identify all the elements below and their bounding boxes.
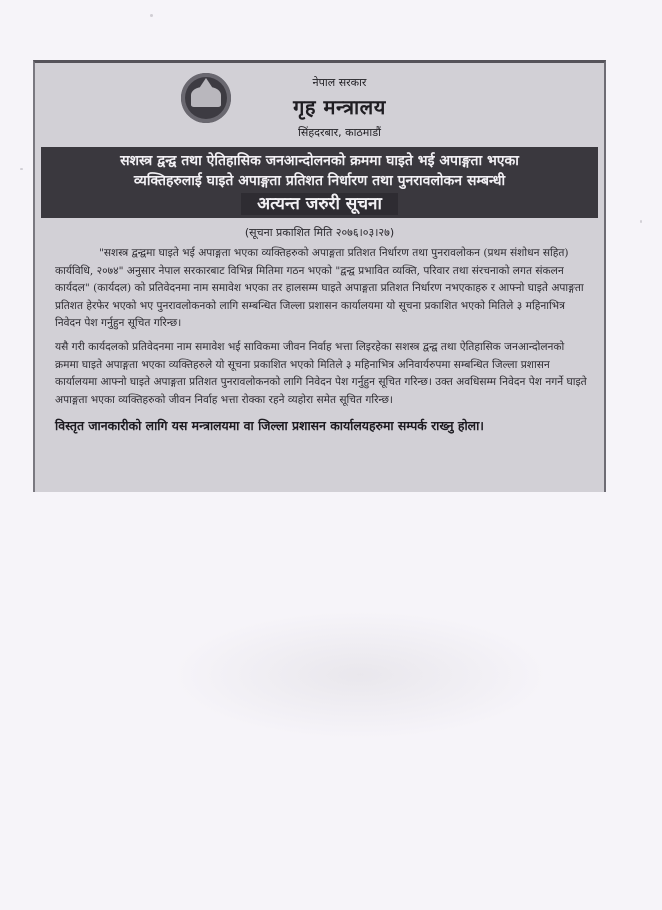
- notice-title-band: [41, 147, 598, 218]
- contact-note: विस्तृत जानकारीको लागि यस मन्त्रालयमा वा जिल्ला प्रशासन कार्यालयहरुमा सम्पर्क राख्नु होला।: [55, 418, 484, 434]
- scan-speck: [150, 14, 153, 17]
- notice-header: [35, 63, 604, 147]
- title-line-2: व्यक्तिहरुलाई घाइते अपाङ्गता प्रतिशत निर्धारण तथा पुनरावलोकन सम्बन्धी: [133, 173, 506, 189]
- publication-date: (सूचना प्रकाशित मिति २०७६।०३।२७): [244, 226, 395, 239]
- government-name: नेपाल सरकार: [312, 76, 367, 89]
- notice-clipping: [33, 60, 606, 492]
- ministry-location: सिंहदरबार, काठमाडौं: [298, 126, 381, 139]
- scan-speck: [640, 220, 642, 223]
- urgent-notice-heading: अत्यन्त जरुरी सूचना: [241, 193, 398, 215]
- scan-speck: [20, 168, 23, 170]
- scan-smudge: [170, 610, 550, 740]
- notice-paragraph: यसै गरी कार्यदलको प्रतिवेदनमा नाम समावेश भई साविकमा जीवन निर्वाह भत्ता लिइरहेका सशस्त्र द्वन्द्व तथा ऐतिहासिक जनआन्दोलनको क्रममा घाइते अपाङ्गता भएका व्यक्तिहरुले यो सूचना प्रकाशित भएको मितिले ३ महिनाभित्र अनिवार्यरुपमा सम्बन्धित जिल्ला प्रशासन कार्यालयमा आफ्नो घाइते अपाङ्गता प्रतिशत पुनरावलोकनको लागि निवेदन पेश गर्नुहुन सूचित गरिन्छ। उक्त अवधिसम्म निवेदन पेश नगर्ने घाइते अपाङ्गता भएका व्यक्तिहरुको जीवन निर्वाह भत्ता रोक्का रहने व्यहोरा समेत सूचित गरिन्छ।: [55, 340, 587, 406]
- notice-paragraph: "सशस्त्र द्वन्द्वमा घाइते भई अपाङ्गता भएका व्यक्तिहरुको अपाङ्गता प्रतिशत निर्धारण तथा पुनरावलोकन (प्रथम संशोधन सहित) कार्यविधि, २०७४" अनुसार नेपाल सरकारबाट विभिन्न मितिमा गठन भएको "द्वन्द्व प्रभावित व्यक्ति, परिवार तथा संरचनाको लगत संकलन कार्यदल" (कार्यदल) को प्रतिवेदनमा नाम समावेश भएका तर हालसम्म घाइते अपाङ्गता प्रतिशत निर्धारण नभएकाहरु र आफ्नो घाइते अपाङ्गता प्रतिशत हेरफेर भएको भए पुनरावलोकनको लागि सम्बन्धित जिल्ला प्रशासन कार्यालयमा यो सूचना प्रकाशित भएको मितिले ३ महिनाभित्र निवेदन पेश गर्नुहुन सूचित गरिन्छ।: [55, 247, 584, 330]
- notice-body: [35, 245, 604, 409]
- title-line-1: सशस्त्र द्वन्द्व तथा ऐतिहासिक जनआन्दोलनको क्रममा घाइते भई अपाङ्गता भएका: [120, 153, 519, 169]
- ministry-name: गृह मन्त्रालय: [293, 95, 386, 119]
